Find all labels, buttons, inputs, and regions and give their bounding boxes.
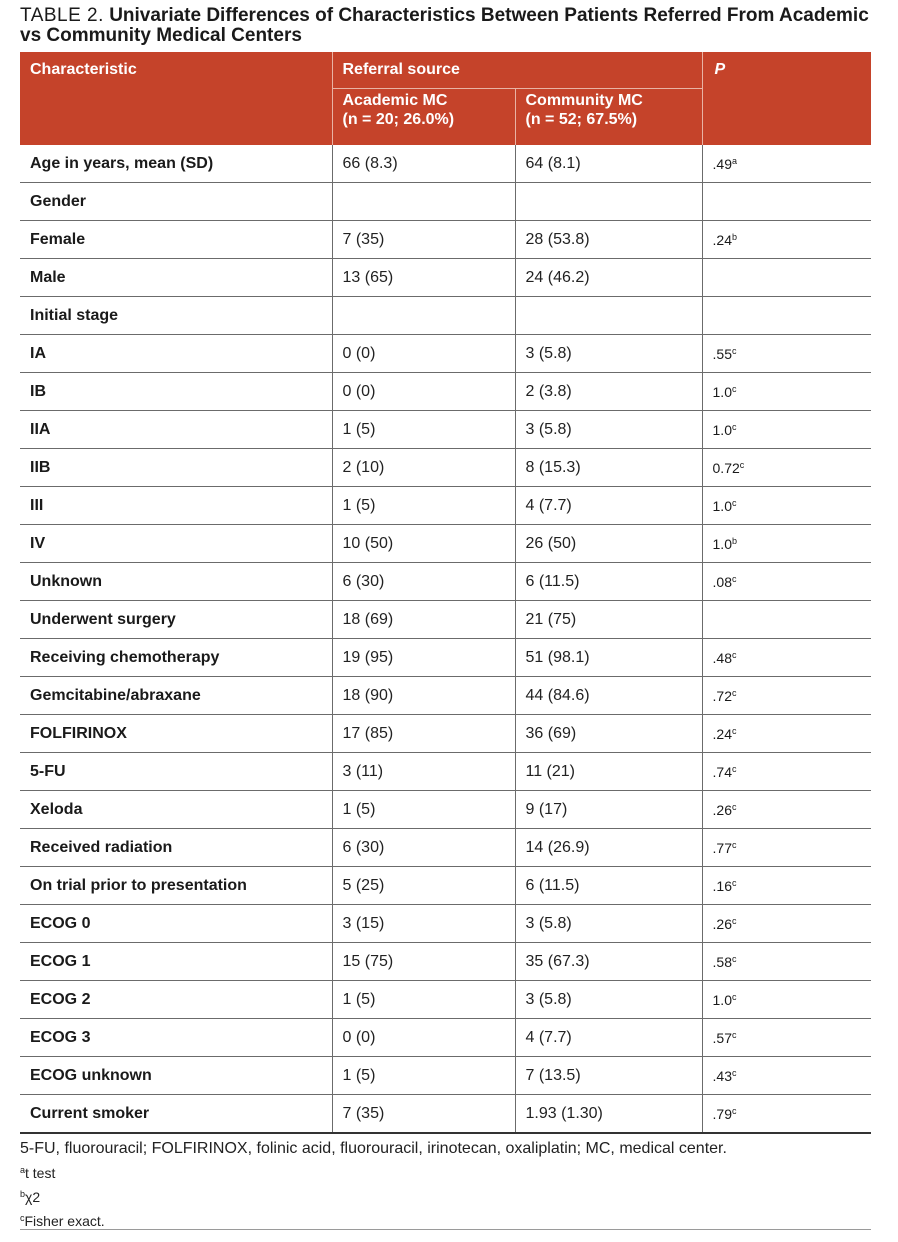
academic-value-text: 7 (35) [342,1104,385,1122]
table-row [20,259,871,297]
community-value [515,943,702,981]
row-label-text: IV [30,534,46,552]
p-value-text: 0.72 [712,459,740,476]
header-referral-source: Referral source [332,52,702,89]
academic-value-text: 10 (50) [342,534,394,552]
p-value [702,1019,871,1057]
table-row [20,981,871,1019]
academic-value-text: 3 (11) [342,762,384,780]
academic-value [332,677,515,715]
p-value-footnote-mark: b [731,231,737,242]
p-value [702,1057,871,1095]
p-value [702,1095,871,1134]
table-title [20,6,890,46]
p-value [702,259,871,297]
community-value [515,259,702,297]
community-value-text: 4 (7.7) [525,1028,572,1046]
p-value-text: .79 [712,1105,732,1122]
table-caption: Univariate Differences of Characteristics Between Patients Referred From Academic vs Community Medical Centers [20,5,869,46]
academic-value [332,449,515,487]
academic-value-text: 66 (8.3) [342,154,398,172]
community-value [515,677,702,715]
row-label-text: Unknown [30,572,102,590]
row-label [20,601,332,639]
p-value-footnote-mark: b [731,535,737,546]
table-body [20,145,871,1133]
row-label [20,525,332,563]
community-value [515,639,702,677]
p-value [702,183,871,221]
community-value [515,297,702,335]
row-label-text: Male [30,268,66,286]
academic-value [332,715,515,753]
community-value-text: 51 (98.1) [525,648,590,666]
table-row [20,829,871,867]
academic-value [332,829,515,867]
academic-value-text: 0 (0) [342,1028,376,1046]
p-value-footnote-mark: c [731,573,737,584]
community-value [515,449,702,487]
community-value [515,563,702,601]
table-row [20,715,871,753]
row-label-text: 5-FU [30,762,66,780]
community-value-text: 21 (75) [525,610,577,628]
row-label-text: Receiving chemotherapy [30,648,220,666]
p-value-footnote-mark: c [731,1029,737,1040]
community-value [515,867,702,905]
community-value-text: 35 (67.3) [525,952,590,970]
community-value [515,525,702,563]
row-label-text: IIB [30,458,51,476]
p-value-text: 1.0 [712,535,732,552]
community-value-text: 44 (84.6) [525,686,590,704]
academic-value [332,1019,515,1057]
academic-value-text: 6 (30) [342,572,385,590]
header-community-line1: Community MC [525,92,643,109]
row-label-text: Underwent surgery [30,610,176,628]
community-value-text: 26 (50) [525,534,577,552]
community-value [515,411,702,449]
row-label [20,1057,332,1095]
p-value [702,753,871,791]
community-value-text: 28 (53.8) [525,230,590,248]
header-characteristic: Characteristic [20,52,332,145]
table-row [20,525,871,563]
academic-value-text: 15 (75) [342,952,394,970]
footnote-a-text: t test [25,1165,56,1181]
p-value-text: .08 [712,573,732,590]
row-label-text: ECOG unknown [30,1066,152,1084]
header-p-value: P [702,52,871,145]
table-row [20,449,871,487]
p-value [702,145,871,183]
table-row [20,563,871,601]
p-value-footnote-mark: c [731,839,737,850]
academic-value [332,943,515,981]
community-value-text: 3 (5.8) [525,420,572,438]
p-value [702,981,871,1019]
row-label [20,981,332,1019]
academic-value-text: 18 (90) [342,686,394,704]
community-value-text: 1.93 (1.30) [525,1104,603,1122]
row-label-text: IA [30,344,46,362]
footnote-b-text: χ2 [25,1189,41,1205]
row-label-text: ECOG 0 [30,914,91,932]
row-label [20,639,332,677]
community-value-text: 3 (5.8) [525,344,572,362]
p-value-footnote-mark: c [731,1105,737,1116]
data-table [20,52,871,1134]
row-label-text: Received radiation [30,838,173,856]
p-value-text: .48 [712,649,732,666]
header-academic [332,89,515,146]
academic-value [332,1095,515,1134]
academic-value [332,183,515,221]
academic-value-text: 7 (35) [342,230,385,248]
community-value [515,183,702,221]
academic-value-text: 0 (0) [342,344,376,362]
p-value-text: .26 [712,915,732,932]
community-value [515,335,702,373]
community-value-text: 36 (69) [525,724,577,742]
community-value-text: 3 (5.8) [525,914,572,932]
p-value [702,411,871,449]
p-value-footnote-mark: c [731,725,737,736]
footnote-c-mark: c [20,1213,25,1223]
p-value-text: .24 [712,725,732,742]
community-value-text: 7 (13.5) [525,1066,581,1084]
community-value [515,829,702,867]
p-value [702,791,871,829]
row-label [20,221,332,259]
academic-value-text: 3 (15) [342,914,385,932]
p-value-text: .77 [712,839,732,856]
table-row [20,867,871,905]
academic-value [332,639,515,677]
footnote-a-mark: a [20,1165,26,1175]
p-value-footnote-mark: c [731,345,737,356]
table-row [20,905,871,943]
p-value [702,601,871,639]
footnotes [20,1138,880,1232]
community-value [515,145,702,183]
community-value [515,791,702,829]
table-row [20,221,871,259]
community-value-text: 8 (15.3) [525,458,581,476]
p-value-text: .43 [712,1067,732,1084]
community-value [515,905,702,943]
table-row [20,601,871,639]
p-value-text: .58 [712,953,732,970]
row-label-text: On trial prior to presentation [30,876,247,894]
row-label-text: ECOG 2 [30,990,91,1008]
table-row [20,943,871,981]
table-row [20,145,871,183]
p-value-footnote-mark: c [731,687,737,698]
p-value [702,867,871,905]
academic-value-text: 0 (0) [342,382,376,400]
row-label-text: IB [30,382,46,400]
academic-value [332,335,515,373]
community-value [515,373,702,411]
p-value-footnote-mark: c [731,877,737,888]
academic-value-text: 18 (69) [342,610,394,628]
row-label-text: IIA [30,420,51,438]
academic-value [332,601,515,639]
p-value-text: .16 [712,877,732,894]
footnote-c-text: Fisher exact. [24,1213,105,1229]
row-label [20,297,332,335]
table-row [20,1095,871,1134]
academic-value-text: 5 (25) [342,876,385,894]
header-academic-line1: Academic MC [342,92,448,109]
table-row [20,753,871,791]
p-value [702,221,871,259]
academic-value-text: 6 (30) [342,838,385,856]
p-value-footnote-mark: c [731,991,737,1002]
footnote-a [20,1160,880,1184]
community-value [515,487,702,525]
academic-value-text: 1 (5) [342,420,376,438]
row-label [20,145,332,183]
academic-value [332,867,515,905]
community-value [515,753,702,791]
p-value-text: .74 [712,763,732,780]
community-value-text: 64 (8.1) [525,154,581,172]
row-label [20,1095,332,1134]
row-label [20,715,332,753]
p-value [702,525,871,563]
row-label-text: Age in years, mean (SD) [30,154,214,172]
p-value-footnote-mark: c [731,915,737,926]
row-label [20,411,332,449]
row-label-text: Initial stage [30,306,119,324]
p-value-text: 1.0 [712,421,732,438]
p-value-text: .24 [712,231,732,248]
p-value [702,563,871,601]
academic-value-text: 17 (85) [342,724,394,742]
p-value [702,373,871,411]
p-value-text: .55 [712,345,732,362]
row-label [20,335,332,373]
p-value-footnote-mark: c [739,459,745,470]
community-value [515,1095,702,1134]
row-label [20,943,332,981]
community-value-text: 2 (3.8) [525,382,572,400]
row-label [20,373,332,411]
academic-value [332,905,515,943]
p-value-text: .72 [712,687,732,704]
academic-value [332,981,515,1019]
header-academic-line2: (n = 20; 26.0%) [342,111,455,128]
academic-value [332,1057,515,1095]
row-label-text: Female [30,230,86,248]
row-label [20,449,332,487]
row-label [20,183,332,221]
p-value [702,829,871,867]
row-label [20,791,332,829]
p-value-text: .57 [712,1029,732,1046]
footnote-b-mark: b [20,1189,26,1199]
row-label-text: Gemcitabine/abraxane [30,686,201,704]
p-value-text: 1.0 [712,497,732,514]
p-value-text: 1.0 [712,991,732,1008]
table-row [20,335,871,373]
table-row [20,791,871,829]
p-value-text: .49 [712,155,732,172]
community-value [515,1019,702,1057]
table-row [20,411,871,449]
table-row [20,487,871,525]
p-value-footnote-mark: c [731,763,737,774]
academic-value [332,145,515,183]
community-value [515,715,702,753]
academic-value-text: 2 (10) [342,458,385,476]
academic-value [332,373,515,411]
p-value [702,449,871,487]
community-value-text: 24 (46.2) [525,268,590,286]
community-value-text: 3 (5.8) [525,990,572,1008]
table-row [20,373,871,411]
table-row [20,297,871,335]
table-number: TABLE 2. [20,5,104,26]
row-label-text: ECOG 1 [30,952,91,970]
p-value [702,943,871,981]
row-label-text: Gender [30,192,87,210]
academic-value [332,487,515,525]
table-header [20,52,871,145]
academic-value-text: 1 (5) [342,496,376,514]
row-label-text: III [30,496,44,514]
p-value-footnote-mark: c [731,801,737,812]
community-value [515,981,702,1019]
community-value-text: 6 (11.5) [525,876,580,894]
community-value-text: 11 (21) [525,762,576,780]
academic-value-text: 1 (5) [342,1066,376,1084]
row-label [20,829,332,867]
community-value [515,1057,702,1095]
row-label [20,1019,332,1057]
row-label [20,867,332,905]
header-community-line2: (n = 52; 67.5%) [525,111,638,128]
table-row [20,639,871,677]
p-value-footnote-mark: c [731,421,737,432]
community-value-text: 6 (11.5) [525,572,580,590]
row-label [20,563,332,601]
academic-value-text: 1 (5) [342,800,376,818]
table-row [20,1057,871,1095]
row-label [20,677,332,715]
p-value-footnote-mark: c [731,1067,737,1078]
row-label-text: FOLFIRINOX [30,724,127,742]
academic-value [332,297,515,335]
academic-value [332,411,515,449]
table-row [20,677,871,715]
row-label-text: Xeloda [30,800,83,818]
table-row [20,183,871,221]
academic-value [332,221,515,259]
row-label [20,487,332,525]
footnote-b [20,1184,880,1208]
p-value-text: .26 [712,801,732,818]
academic-value-text: 13 (65) [342,268,394,286]
p-value [702,905,871,943]
row-label [20,259,332,297]
academic-value [332,753,515,791]
p-value-footnote-mark: c [731,497,737,508]
p-value [702,715,871,753]
community-value-text: 4 (7.7) [525,496,572,514]
community-value-text: 14 (26.9) [525,838,590,856]
community-value [515,601,702,639]
p-value [702,639,871,677]
community-value [515,221,702,259]
row-label [20,753,332,791]
p-value [702,677,871,715]
row-label-text: Current smoker [30,1104,150,1122]
p-value-footnote-mark: c [731,383,737,394]
header-community [515,89,702,146]
academic-value [332,563,515,601]
community-value-text: 9 (17) [525,800,568,818]
p-value-footnote-mark: c [731,649,737,660]
academic-value-text: 19 (95) [342,648,394,666]
row-label [20,905,332,943]
p-value-footnote-mark: c [731,953,737,964]
academic-value-text: 1 (5) [342,990,376,1008]
academic-value [332,259,515,297]
table-row [20,1019,871,1057]
p-value [702,487,871,525]
academic-value [332,525,515,563]
p-value-text: 1.0 [712,383,732,400]
p-value [702,335,871,373]
footnote-abbreviations: 5-FU, fluorouracil; FOLFIRINOX, folinic acid, fluorouracil, irinotecan, oxaliplatin; MC, medical center. [20,1140,727,1157]
bottom-divider [20,1229,871,1230]
row-label-text: ECOG 3 [30,1028,91,1046]
p-value [702,297,871,335]
p-value-footnote-mark: a [731,155,737,166]
academic-value [332,791,515,829]
